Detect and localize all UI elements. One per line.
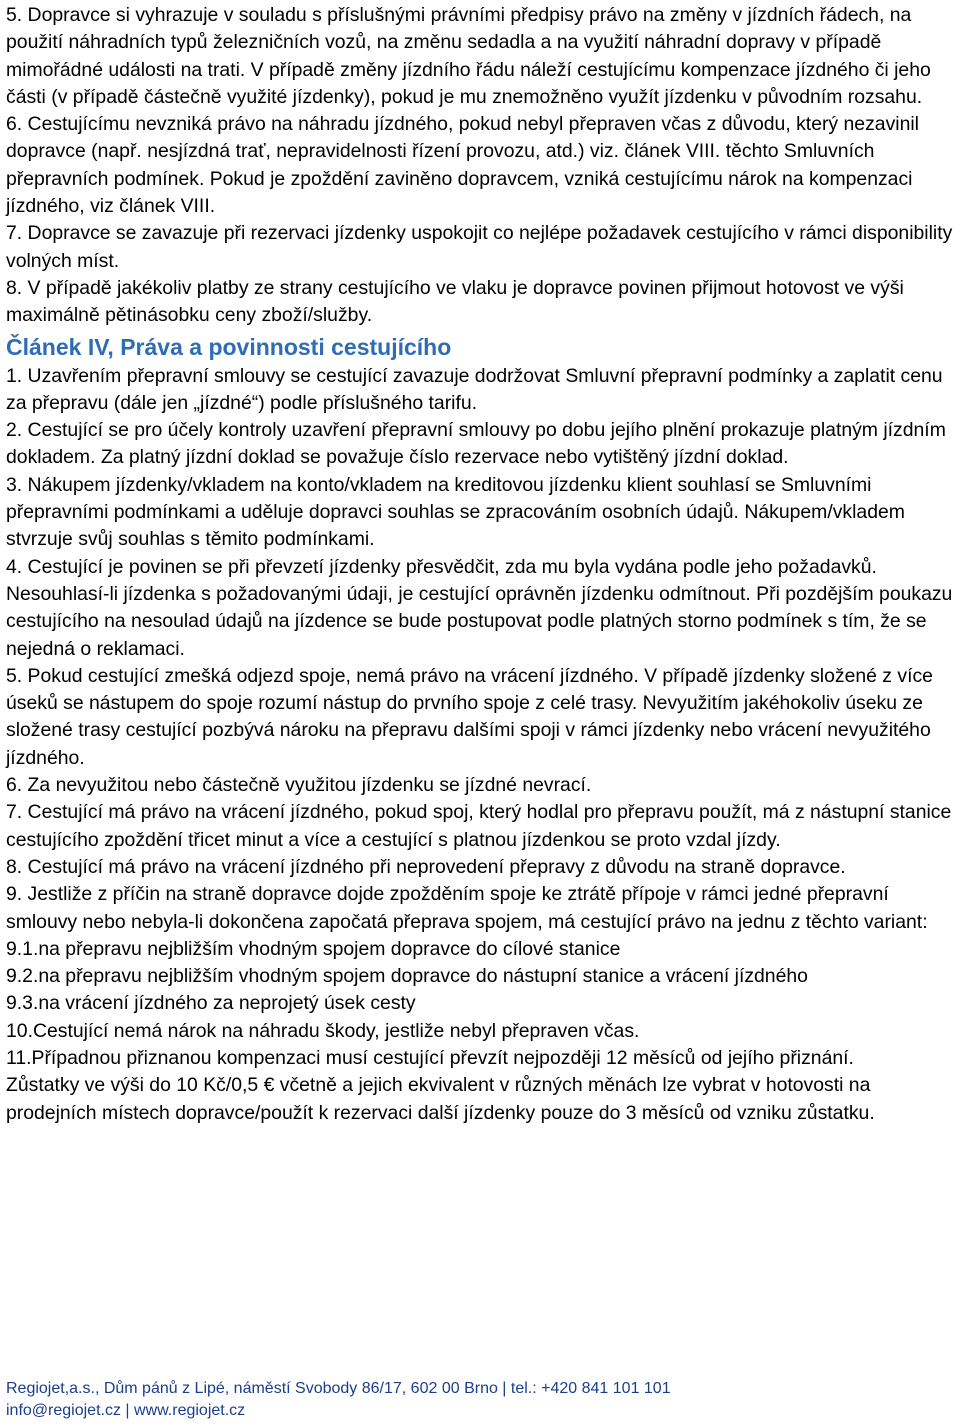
numbered-paragraph bbox=[6, 881, 956, 936]
numbered-paragraph bbox=[6, 1018, 956, 1045]
numbered-paragraph bbox=[6, 990, 956, 1017]
paragraph-text: Cestující má právo na vrácení jízdného při neprovedení přepravy z důvodu na straně dopravce. bbox=[22, 855, 846, 878]
paragraph-text: Jestliže z příčin na straně dopravce dojde zpožděním spoje ke ztrátě přípoje v rámci jedné přepravní smlouvy nebo nebyla-li dokončena započatá přeprava spojem, má cestující právo na jednu z těchto variant: bbox=[6, 883, 928, 933]
paragraph-number: 9.3. bbox=[6, 992, 39, 1015]
paragraph-text: Uzavřením přepravní smlouvy se cestující zavazuje dodržovat Smluvní přepravní podmínky a zaplatit cenu za přepravu (dále jen „jízdné“) podle příslušného tarifu. bbox=[6, 364, 943, 414]
paragraph-number: 1. bbox=[6, 364, 23, 387]
numbered-paragraph bbox=[6, 417, 956, 472]
numbered-paragraph bbox=[6, 854, 956, 881]
footer-contact: info@regiojet.cz | www.regiojet.cz bbox=[6, 1402, 246, 1419]
paragraph-text: Dopravce se zavazuje při rezervaci jízdenky uspokojit co nejlépe požadavek cestujícího v rámci disponibility volných míst. bbox=[6, 222, 953, 272]
paragraph-text: Cestující má právo na vrácení jízdného, pokud spoj, který hodlal pro přepravu použít, má z nástupní stanice cestujícího zpoždění třicet minut a více a cestující s platnou jízdenkou se proto vzdal jízdy. bbox=[6, 801, 952, 851]
paragraph-number: 9.1. bbox=[6, 937, 39, 960]
paragraph-text: Zůstatky ve výši do 10 Kč/0,5 € včetně a jejich ekvivalent v různých měnách lze vybrat v hotovosti na prodejních místech dopravce/použít k rezervaci další jízdenky pouze do 3 měsíců od vzniku zůstatku. bbox=[6, 1074, 875, 1124]
section-passenger-rights bbox=[6, 363, 956, 1127]
paragraph-text: Případnou přiznanou kompenzaci musí cestující převzít nejpozději 12 měsíců od jejího přiznání. bbox=[31, 1046, 854, 1069]
numbered-paragraph bbox=[6, 936, 956, 963]
article-heading: Článek IV, Práva a povinnosti cestujícího bbox=[6, 333, 452, 360]
paragraph-number: 8. bbox=[6, 855, 23, 878]
paragraph-number: 7. bbox=[6, 222, 23, 245]
paragraph-number: 4. bbox=[6, 555, 23, 578]
paragraph-text: Cestující je povinen se při převzetí jízdenky přesvědčit, zda mu byla vydána podle jeho požadavků. Nesouhlasí-li jízdenka s požadovanými údaji, je cestující oprávněn jízdenku odmítnout. Při pozdějším poukazu cestujícího na nesoulad údajů na jízdence se bude postupovat podle platných storno podmínek s tím, že se nejedná o reklamaci. bbox=[6, 555, 953, 660]
paragraph-text: na přepravu nejbližším vhodným spojem dopravce do nástupní stanice a vrácení jízdného bbox=[38, 965, 808, 988]
footer-address: Regiojet,a.s., Dům pánů z Lipé, náměstí Svobody 86/17, 602 00 Brno | tel.: +420 841 101 101 bbox=[6, 1380, 671, 1397]
page-footer bbox=[6, 1378, 956, 1422]
paragraph-text: V případě jakékoliv platby ze strany cestujícího ve vlaku je dopravce povinen přijmout hotovost ve výši maximálně pětinásobku ceny zboží/služby. bbox=[6, 276, 904, 327]
paragraph-number: 9.2. bbox=[6, 965, 39, 988]
numbered-paragraph bbox=[6, 275, 956, 330]
section-dopravce-rights bbox=[6, 2, 956, 330]
paragraph-number: 10. bbox=[6, 1019, 33, 1042]
paragraph-number: 2. bbox=[6, 419, 23, 442]
paragraph-text: Dopravce si vyhrazuje v souladu s příslušnými právními předpisy právo na změny v jízdních řádech, na použití náhradních typů železničních vozů, na změnu sedadla a na využití náhradní dopravy v případě mimořádné události na trati. V případě změny jízdního řádu náleží cestujícímu kompenzace jízdného či jeho části (v případě částečně využité jízdenky), pokud je mu znemožněno využít jízdenku v původním rozsahu. bbox=[6, 4, 931, 108]
paragraph-text: na přepravu nejbližším vhodným spojem dopravce do cílové stanice bbox=[38, 937, 621, 960]
document-page bbox=[6, 2, 956, 1127]
numbered-paragraph bbox=[6, 111, 956, 220]
paragraph-number: 11. bbox=[6, 1046, 32, 1069]
paragraph-number: 5. bbox=[6, 664, 23, 687]
paragraph-number: 8. bbox=[6, 276, 23, 299]
numbered-paragraph bbox=[6, 1072, 956, 1127]
paragraph-text: na vrácení jízdného za neprojetý úsek cesty bbox=[38, 992, 416, 1015]
paragraph-number: 9. bbox=[6, 883, 23, 906]
numbered-paragraph bbox=[6, 663, 956, 772]
numbered-paragraph bbox=[6, 2, 956, 111]
paragraph-number: 6. bbox=[6, 774, 23, 797]
numbered-paragraph bbox=[6, 772, 956, 799]
numbered-paragraph bbox=[6, 472, 956, 554]
paragraph-text: Cestujícímu nevzniká právo na náhradu jízdného, pokud nebyl přepraven včas z důvodu, který nezavinil dopravce (např. nesjízdná trať, nepravidelnosti řízení provozu, atd.) viz. článek VIII. těchto Smluvních přepravních podmínek. Pokud je zpoždění zaviněno dopravcem, vzniká cestujícímu nárok na kompenzaci jízdného, viz článek VIII. bbox=[6, 113, 919, 218]
paragraph-text: Nákupem jízdenky/vkladem na konto/vkladem na kreditovou jízdenku klient souhlasí se Smluvními přepravními podmínkami a uděluje dopravci souhlas se zpracováním osobních údajů. Nákupem/vkladem stvrzuje svůj souhlas s těmito podmínkami. bbox=[6, 473, 905, 551]
paragraph-number: 6. bbox=[6, 113, 23, 136]
numbered-paragraph bbox=[6, 963, 956, 990]
paragraph-number: 7. bbox=[6, 801, 23, 824]
numbered-paragraph bbox=[6, 220, 956, 275]
numbered-paragraph bbox=[6, 554, 956, 663]
paragraph-text: Za nevyužitou nebo částečně využitou jízdenku se jízdné nevrací. bbox=[22, 774, 592, 797]
numbered-paragraph bbox=[6, 799, 956, 854]
paragraph-number: 3. bbox=[6, 473, 23, 496]
paragraph-number: 5. bbox=[6, 4, 23, 26]
paragraph-text: Cestující se pro účely kontroly uzavření přepravní smlouvy po dobu jejího plnění prokazuje platným jízdním dokladem. Za platný jízdní doklad se považuje číslo rezervace nebo vytištěný jízdní doklad. bbox=[6, 419, 946, 469]
numbered-paragraph bbox=[6, 363, 956, 418]
paragraph-text: Cestující nemá nárok na náhradu škody, jestliže nebyl přepraven včas. bbox=[32, 1019, 640, 1042]
numbered-paragraph bbox=[6, 1045, 956, 1072]
paragraph-text: Pokud cestující zmešká odjezd spoje, nemá právo na vrácení jízdného. V případě jízdenky složené z více úseků se nástupem do spoje rozumí nástup do prvního spoje z celé trasy. Nevyužitím jakéhokoliv úseku ze složené trasy cestující pozbývá nároku na přepravu dalšími spoji v rámci jízdenky nebo vrácení nevyužitého jízdného. bbox=[6, 664, 933, 769]
